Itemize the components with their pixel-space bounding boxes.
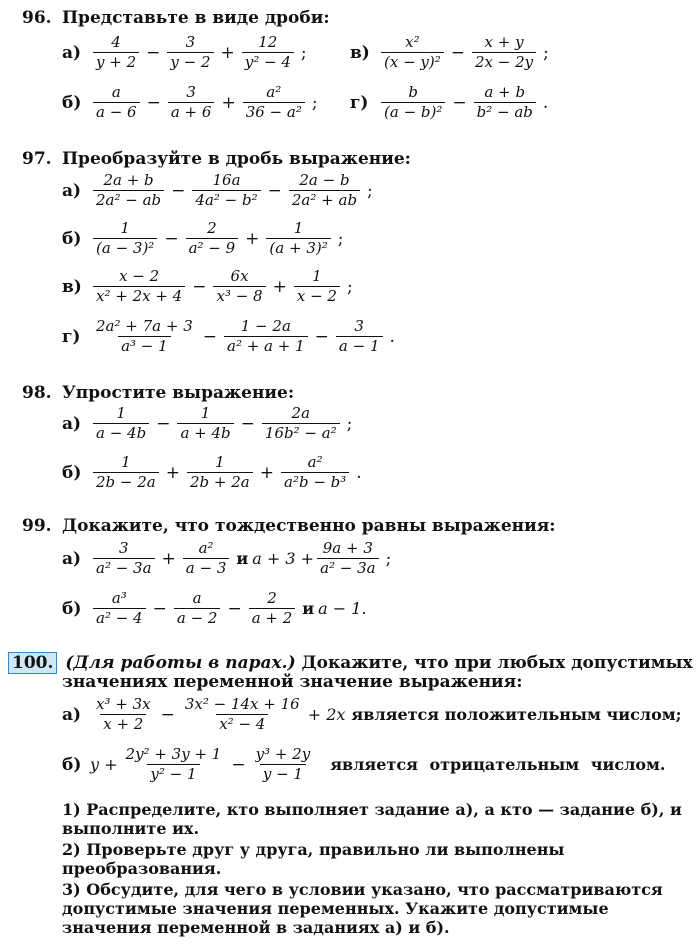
problem-title: Упростите выражение: <box>62 383 295 403</box>
fraction: $\frac{a}{a - 2}$ <box>174 590 221 627</box>
fraction: $\frac{\text{y³ + 2y}}{y - 1}$ <box>255 745 311 783</box>
problem-title: Докажите, что тождественно равны выражения: <box>62 516 556 536</box>
fraction: $\frac{\text{a²}}{\text{36 − a²}}$ <box>243 84 305 121</box>
fraction: $\frac{1}{x - 2}$ <box>294 268 340 305</box>
problem-number: 97. <box>22 149 52 169</box>
item-label: а) <box>62 180 82 201</box>
problem-title: Преобразуйте в дробь выражение: <box>62 149 411 169</box>
fraction: $\frac{1}{2b - 2a}$ <box>93 454 159 491</box>
fraction: $\frac{2a - b}{\text{2a² + ab}}$ <box>289 172 360 209</box>
fraction: $\frac{\text{x²}}{\text{(x − y)²}}$ <box>381 34 444 71</box>
fraction: $\frac{\text{2y² + 3y + 1}}{\text{y² − 1}}$ <box>125 745 222 783</box>
fraction: $\frac{2a}{\text{16b² − a²}}$ <box>262 405 340 442</box>
fraction: $\frac{\text{a²}}{\text{a²b − b³}}$ <box>281 454 349 491</box>
fraction: $\frac{3}{\text{a² − 3a}}$ <box>93 540 155 577</box>
fraction: $\frac{x - 2}{\text{x² + 2x + 4}}$ <box>93 268 185 305</box>
item-label: а) <box>62 42 82 63</box>
problem-99-b: б) $\frac{\text{a³}}{\text{a² − 4}}$ − $\frac{a}{a - 2}$ − $\frac{2}{a + 2}$ и a − 1. <box>62 589 367 627</box>
fraction: $\frac{16a}{\text{4a² − b²}}$ <box>192 172 260 209</box>
problem-100-a: а) $\frac{\text{x³ + 3x}}{x + 2}$ − $\frac{\text{3x² − 14x + 16}}{\text{x² − 4}}$ + 2x является положительным числом; <box>62 695 682 733</box>
fraction: $\frac{x + y}{2x - 2y}$ <box>472 34 536 71</box>
item-label: б) <box>62 598 82 619</box>
problem-99-header <box>22 516 556 536</box>
step-2: 2) Проверьте друг у друга, правильно ли выполнены преобразования. <box>62 840 565 878</box>
step-1: 1) Распределите, кто выполняет задание а), а кто — задание б), и выполните их. <box>62 800 682 838</box>
fraction: $\frac{\text{3x² − 14x + 16}}{\text{x² − 4}}$ <box>184 695 300 733</box>
item-label: б) <box>62 228 82 249</box>
fraction: $\frac{1}{2b + 2a}$ <box>187 454 253 491</box>
problem-97-a: а) $\frac{2a + b}{\text{2a² − ab}}$ − $\frac{16a}{\text{4a² − b²}}$ − $\frac{2a - b}{\text{2a² + ab}}$ ; <box>62 171 373 209</box>
fraction: $\frac{\text{a³}}{\text{a² − 4}}$ <box>93 590 146 627</box>
fraction: $\frac{2}{a + 2}$ <box>249 590 296 627</box>
fraction: $\frac{1}{\text{(a + 3)²}}$ <box>266 220 330 257</box>
fraction: $\frac{a + b}{\text{b² − ab}}$ <box>474 84 536 121</box>
problem-100-header <box>8 652 693 674</box>
problem-99-a: а) $\frac{3}{\text{a² − 3a}}$ + $\frac{\text{a²}}{a - 3}$ и a + 3 + $\frac{9a + 3}{\text{a² − 3a}}$ ; <box>62 539 392 577</box>
item-label: а) <box>62 413 82 434</box>
problem-96-b: б) $\frac{a}{a - 6}$ − $\frac{3}{a + 6}$ + $\frac{\text{a²}}{\text{36 − a²}}$ ; <box>62 83 318 121</box>
problem-number: 96. <box>22 8 52 28</box>
step-3: 3) Обсудите, для чего в условии указано, что рассматриваются допустимые значения переменных. Укажите допустимые значения переменной в заданиях а) и б). <box>62 880 663 937</box>
problem-98-a: а) $\frac{1}{a - 4b}$ − $\frac{1}{a + 4b}$ − $\frac{2a}{\text{16b² − a²}}$ ; <box>62 404 353 442</box>
item-label: г) <box>62 326 81 347</box>
problem-96-header <box>22 8 330 28</box>
fraction: $\frac{3}{y - 2}$ <box>167 34 213 71</box>
problem-97-v: в) $\frac{x - 2}{\text{x² + 2x + 4}}$ − $\frac{6x}{\text{x³ − 8}}$ + $\frac{1}{x - 2}$ ; <box>62 267 353 305</box>
fraction: $\frac{6x}{\text{x³ − 8}}$ <box>213 268 265 305</box>
fraction: $\frac{b}{\text{(a − b)²}}$ <box>381 84 445 121</box>
problem-96-a: а) $\frac{4}{y + 2}$ − $\frac{3}{y - 2}$ + $\frac{12}{\text{y² − 4}}$ ; <box>62 33 307 71</box>
fraction: $\frac{3}{a + 6}$ <box>168 84 215 121</box>
fraction: $\frac{2}{\text{a² − 9}}$ <box>186 220 239 257</box>
problem-96-v: в) $\frac{\text{x²}}{\text{(x − y)²}}$ − $\frac{x + y}{2x - 2y}$ ; <box>350 33 549 71</box>
fraction: $\frac{\text{2a² + 7a + 3}}{\text{a³ − 1}}$ <box>96 317 193 355</box>
fraction: $\frac{2a + b}{\text{2a² − ab}}$ <box>93 172 164 209</box>
problem-97-header <box>22 149 411 169</box>
item-label: в) <box>62 276 82 297</box>
fraction: $\frac{12}{\text{y² − 4}}$ <box>242 34 294 71</box>
problem-title: Представьте в виде дроби: <box>62 8 330 28</box>
fraction: $\frac{1}{a + 4b}$ <box>177 405 233 442</box>
item-label: в) <box>350 42 370 63</box>
problem-100-b: б) y + $\frac{\text{2y² + 3y + 1}}{\text{y² − 1}}$ − $\frac{\text{y³ + 2y}}{y - 1}$ является отрицательным числом. <box>62 745 666 783</box>
item-label: б) <box>62 462 82 483</box>
problem-title: Докажите, что при любых допустимых <box>295 653 693 673</box>
fraction: $\frac{4}{y + 2}$ <box>93 34 139 71</box>
item-label: а) <box>62 704 82 725</box>
problem-100-header-line2: значениях переменной значение выражения: <box>62 672 523 692</box>
fraction: $\frac{1}{a - 4b}$ <box>93 405 149 442</box>
item-label: а) <box>62 548 82 569</box>
problem-96-g: г) $\frac{b}{\text{(a − b)²}}$ − $\frac{a + b}{\text{b² − ab}}$ . <box>350 83 549 121</box>
fraction: $\frac{3}{a - 1}$ <box>336 318 383 355</box>
problem-title-italic: (Для работы в парах.) <box>65 653 296 673</box>
item-label: г) <box>350 92 369 113</box>
fraction: $\frac{1 - 2a}{\text{a² + a + 1}}$ <box>224 318 308 355</box>
fraction: $\frac{\text{a²}}{a - 3}$ <box>183 540 230 577</box>
fraction: $\frac{a}{a - 6}$ <box>93 84 140 121</box>
problem-97-b: б) $\frac{1}{\text{(a − 3)²}}$ − $\frac{2}{\text{a² − 9}}$ + $\frac{1}{\text{(a + 3)²}}$ ; <box>62 219 344 257</box>
item-label: б) <box>62 92 82 113</box>
problem-98-b: б) $\frac{1}{2b - 2a}$ + $\frac{1}{2b + 2a}$ + $\frac{\text{a²}}{\text{a²b − b³}}$ . <box>62 453 362 491</box>
fraction: $\frac{1}{\text{(a − 3)²}}$ <box>93 220 157 257</box>
fraction: $\frac{9a + 3}{\text{a² − 3a}}$ <box>317 540 379 577</box>
problem-number-badge: 100. <box>8 652 57 674</box>
problem-98-header <box>22 383 294 403</box>
problem-number: 98. <box>22 383 52 403</box>
problem-97-g: г) $\frac{\text{2a² + 7a + 3}}{\text{a³ − 1}}$ − $\frac{1 - 2a}{\text{a² + a + 1}}$ − $\frac{3}{a - 1}$ . <box>62 317 395 355</box>
fraction: $\frac{\text{x³ + 3x}}{x + 2}$ <box>96 695 151 733</box>
item-label: б) <box>62 754 82 775</box>
problem-number: 99. <box>22 516 52 536</box>
